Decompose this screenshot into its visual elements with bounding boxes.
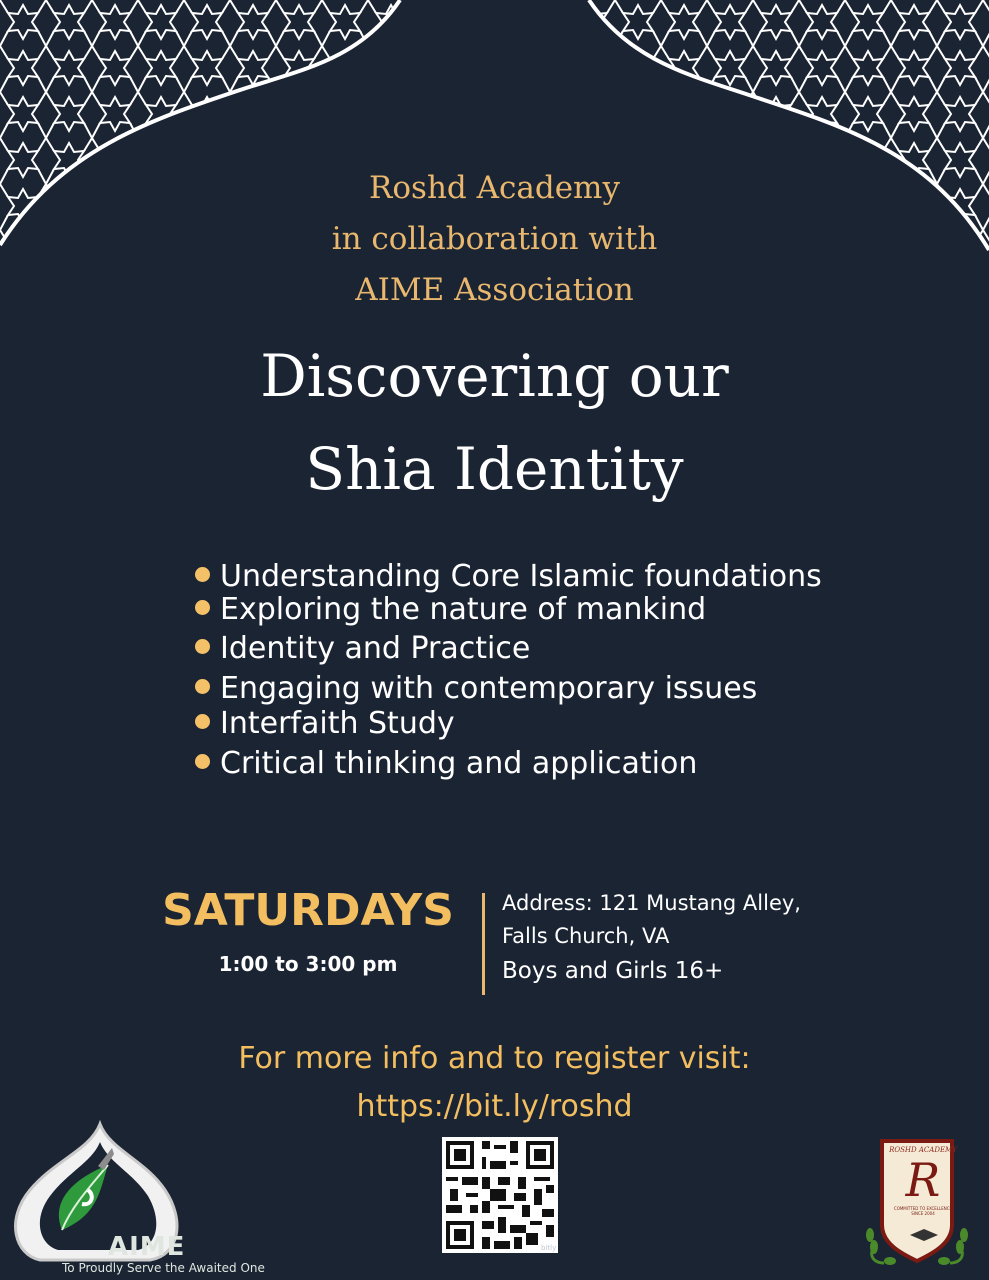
intro-text bbox=[0, 163, 989, 316]
bullet-icon bbox=[195, 754, 210, 769]
topic-item: Critical thinking and application bbox=[195, 745, 697, 783]
intro-line-1: Roshd Academy bbox=[369, 170, 620, 206]
address-line-2: Falls Church, VA bbox=[502, 924, 670, 948]
address-line-1: Address: 121 Mustang Alley, bbox=[502, 891, 801, 915]
bullet-icon bbox=[195, 639, 210, 654]
roshd-name: ROSHD ACADEMY bbox=[889, 1146, 957, 1154]
qr-tag: bitly bbox=[541, 1244, 557, 1252]
register-info bbox=[0, 1035, 989, 1131]
aime-name: AIME bbox=[108, 1232, 186, 1262]
audience-label: Boys and Girls 16+ bbox=[502, 958, 724, 984]
register-text: For more info and to register visit: bbox=[238, 1041, 751, 1076]
roshd-letter: R bbox=[905, 1153, 941, 1207]
intro-line-3: AIME Association bbox=[355, 272, 634, 308]
schedule-day: SATURDAYS bbox=[162, 885, 454, 936]
qr-code[interactable] bbox=[442, 1137, 558, 1253]
title-line-1: Discovering our bbox=[260, 342, 729, 410]
divider bbox=[482, 893, 485, 995]
topic-item: Identity and Practice bbox=[195, 630, 530, 668]
bullet-icon bbox=[195, 714, 210, 729]
bullet-icon bbox=[195, 600, 210, 615]
topic-item: Interfaith Study bbox=[195, 705, 455, 743]
topic-item: Exploring the nature of mankind bbox=[195, 591, 706, 629]
bullet-icon bbox=[195, 567, 210, 582]
address bbox=[502, 887, 801, 953]
page-title bbox=[0, 330, 989, 516]
intro-line-2: in collaboration with bbox=[331, 221, 658, 257]
topic-item: Engaging with contemporary issues bbox=[195, 670, 757, 708]
title-line-2: Shia Identity bbox=[305, 435, 684, 503]
register-link[interactable]: https://bit.ly/roshd bbox=[356, 1089, 633, 1124]
topic-item: Understanding Core Islamic foundations bbox=[195, 558, 822, 596]
roshd-motto: COMMITTED TO EXCELLENCE SINCE 2004 bbox=[893, 1206, 953, 1216]
bullet-icon bbox=[195, 679, 210, 694]
aime-tagline: To Proudly Serve the Awaited One bbox=[62, 1261, 265, 1275]
schedule-time: 1:00 to 3:00 pm bbox=[218, 952, 398, 976]
